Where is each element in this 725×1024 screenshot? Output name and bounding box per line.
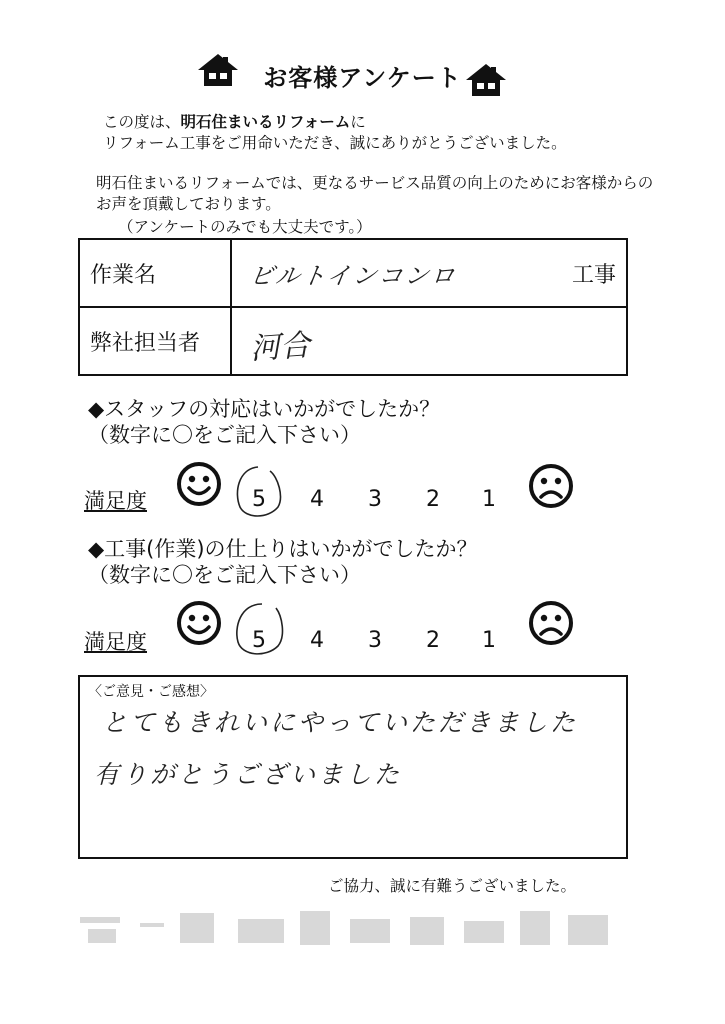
scale-label: 満足度 [84, 630, 147, 654]
scale-label: 満足度 [84, 489, 147, 513]
rating-option-5[interactable]: 5 [252, 628, 266, 653]
intro-paragraph: 明石住まいるリフォームでは、更なるサービス品質の向上のためにお客様からのお声を頂戴しております。 [96, 174, 654, 213]
rating-option-3[interactable]: 3 [368, 487, 382, 512]
comment-line-1: とてもきれいにやっていただきました [102, 708, 579, 737]
page-title: お客様アンケート [263, 64, 462, 92]
house-icon [464, 62, 508, 98]
comment-line-2: 有りがとうございました [94, 760, 403, 789]
smiley-face-icon [176, 461, 222, 507]
comments-label: 〈ご意見・ご感想〉 [88, 684, 214, 700]
question-2 [88, 536, 478, 588]
rating-option-4[interactable]: 4 [310, 628, 324, 653]
work-field[interactable] [231, 239, 627, 307]
rating-option-2[interactable]: 2 [426, 487, 440, 512]
staff-field[interactable] [231, 307, 627, 375]
faded-footer-marks [70, 905, 650, 955]
smiley-face-icon [176, 600, 222, 646]
intro-text: この度は、明石住まいるリフォームに リフォーム工事をご用命いただき、誠にありがとうございました。 [103, 113, 567, 152]
staff-value: 河合 [249, 327, 312, 368]
company-name: 明石住まいるリフォーム [180, 113, 351, 131]
work-value: ビルトインコンロ [247, 262, 459, 290]
frowning-face-icon [528, 600, 574, 646]
question-1 [88, 396, 440, 448]
frowning-face-icon [528, 463, 574, 509]
work-label: 作業名 [79, 239, 231, 307]
thanks-text: ご協力、誠に有難うございました。 [328, 877, 577, 895]
rating-option-3[interactable]: 3 [368, 628, 382, 653]
comments-box[interactable] [78, 675, 628, 859]
rating-option-1[interactable]: 1 [482, 487, 496, 512]
rating-option-4[interactable]: 4 [310, 487, 324, 512]
rating-scale-1 [0, 455, 725, 525]
rating-option-1[interactable]: 1 [482, 628, 496, 653]
question-2-instruction: （数字に〇をご記入下さい） [88, 563, 361, 587]
rating-option-5[interactable]: 5 [252, 487, 266, 512]
question-2-title: ◆工事(作業)の仕上りはいかがでしたか？ [88, 537, 478, 561]
rating-option-2[interactable]: 2 [426, 628, 440, 653]
rating-scale-2 [0, 596, 725, 666]
intro-note: （アンケートのみでも大丈夫です。） [118, 218, 372, 236]
work-info-table [78, 238, 628, 376]
question-1-instruction: （数字に〇をご記入下さい） [88, 423, 361, 447]
work-suffix: 工事 [571, 263, 616, 288]
question-1-title: ◆スタッフの対応はいかがでしたか？ [88, 397, 441, 421]
staff-label: 弊社担当者 [79, 307, 231, 375]
